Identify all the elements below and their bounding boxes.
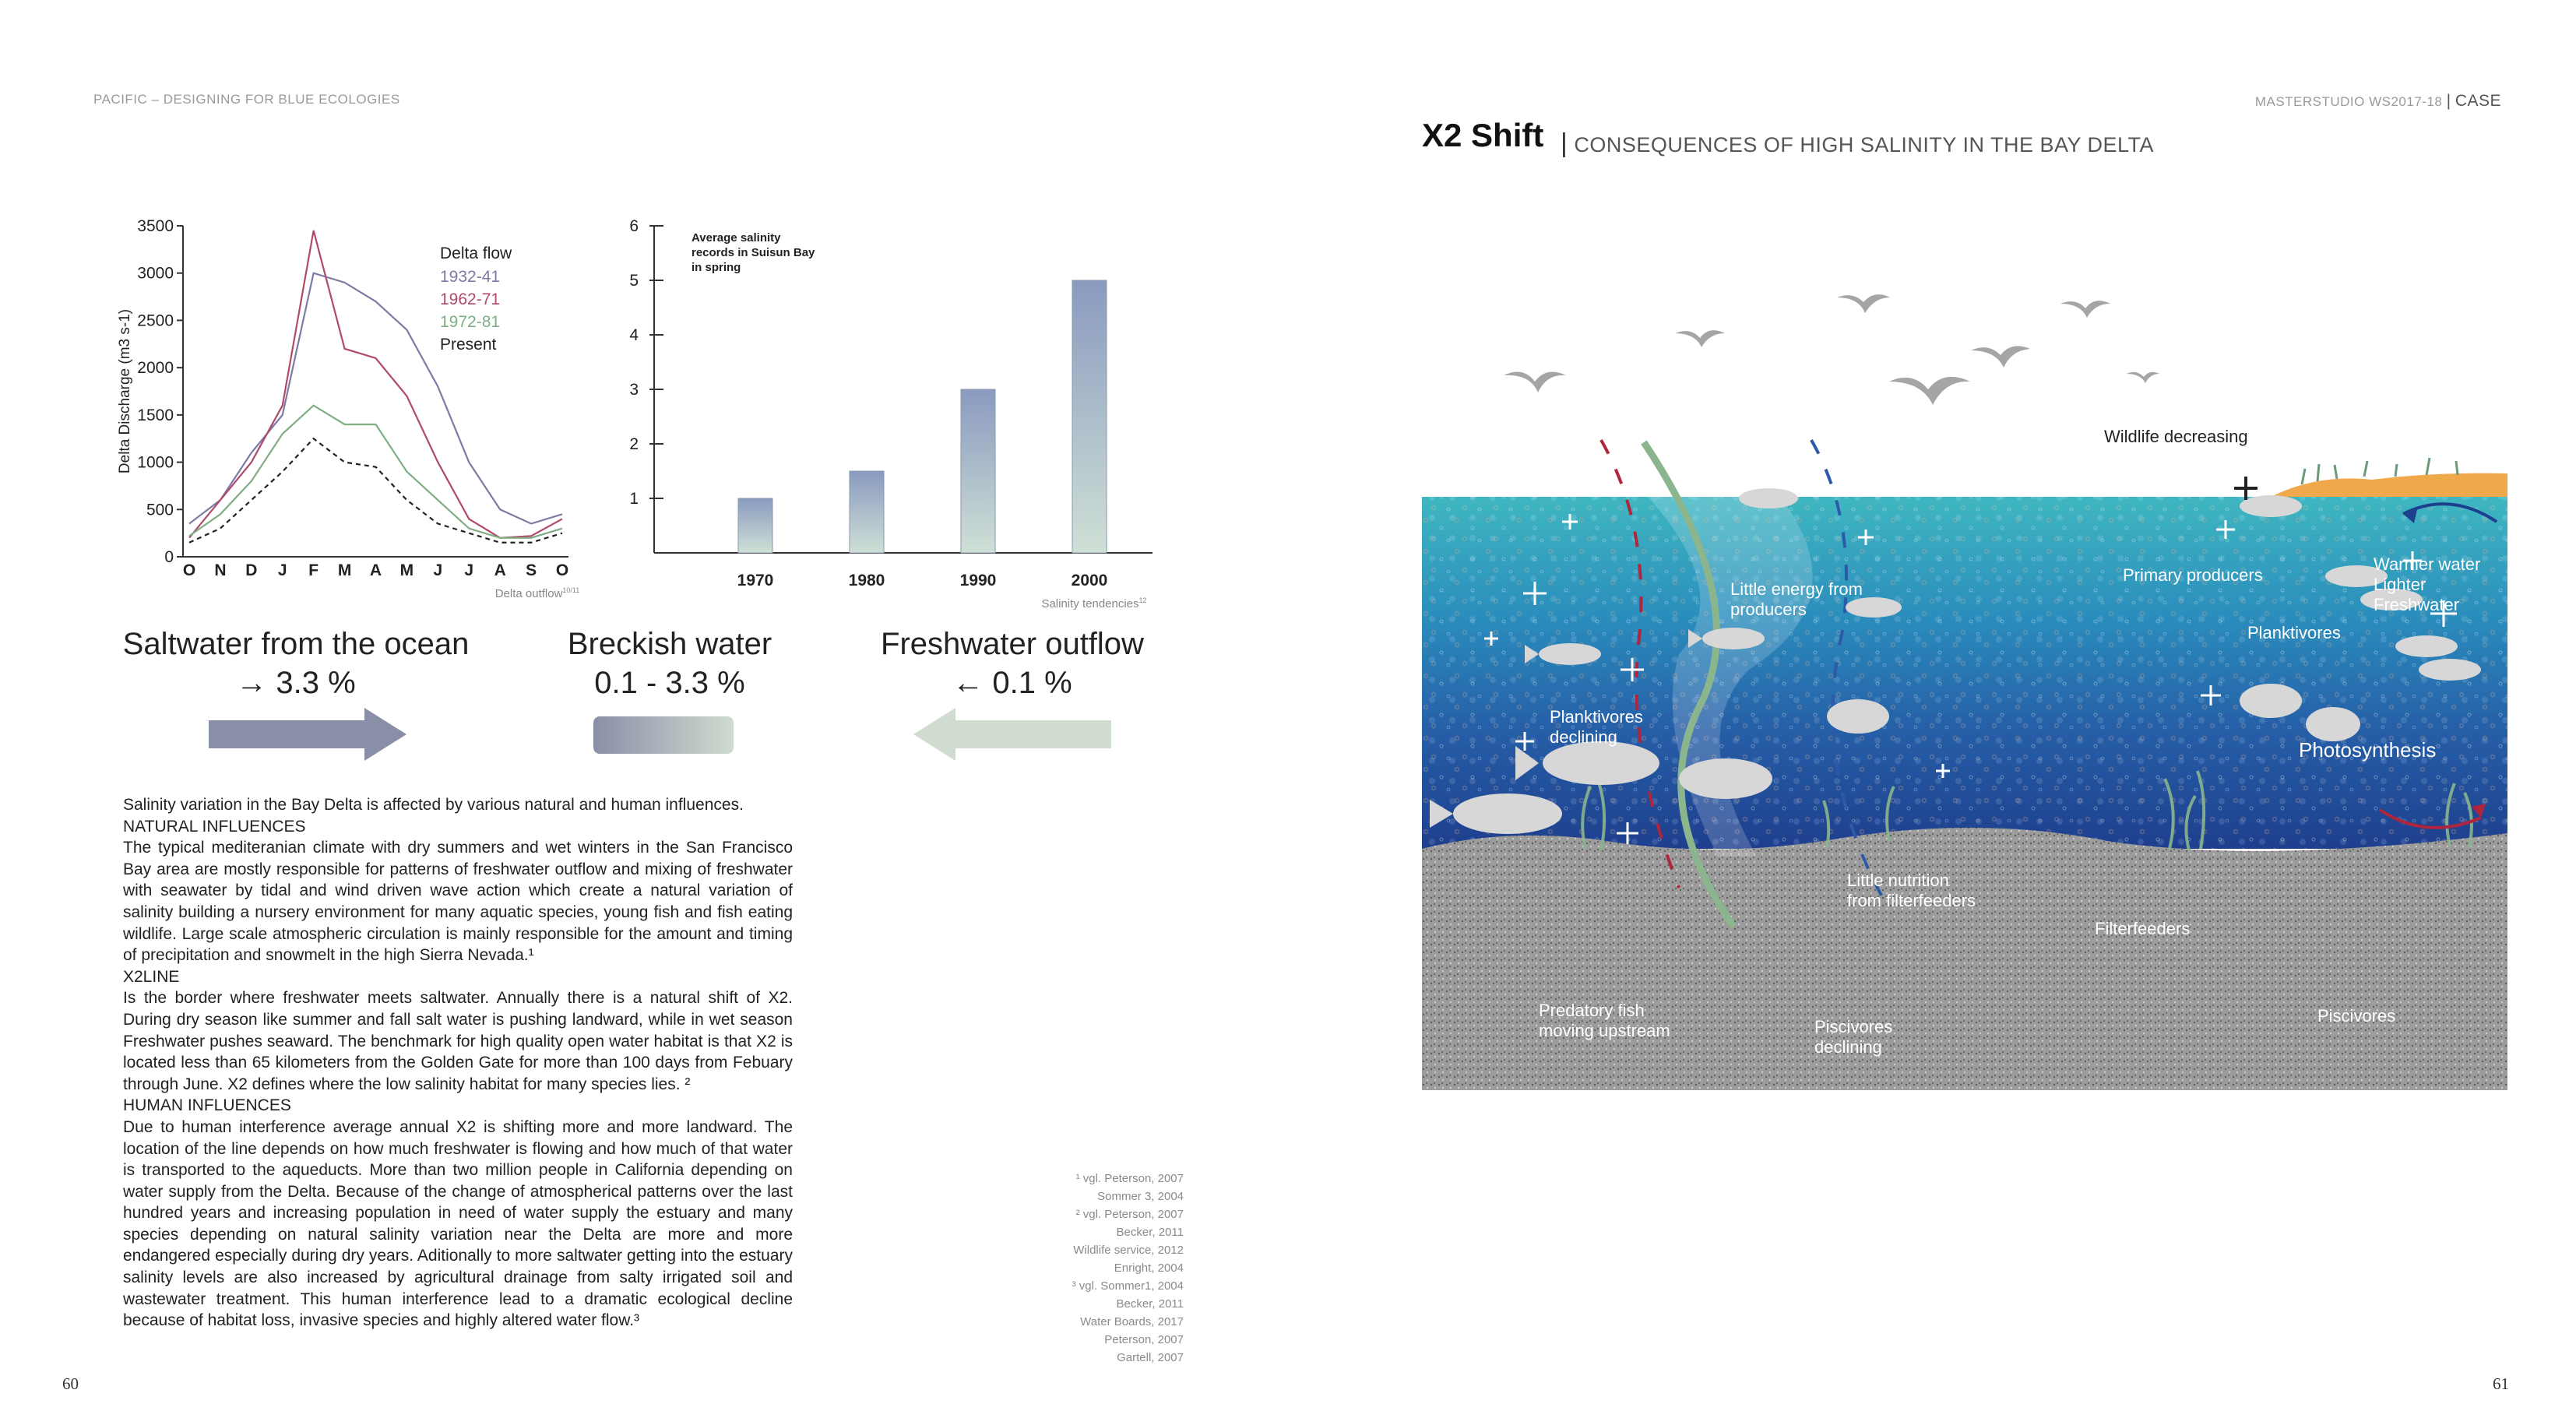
- x-tick-label: S: [526, 561, 537, 579]
- y-tick-label: 1000: [137, 453, 174, 472]
- salinity-bar-chart: [600, 210, 1160, 615]
- label-wildlife-decreasing: Wildlife decreasing: [2104, 427, 2248, 446]
- label-little-nutrition: Little nutrition from filterfeeders: [1847, 871, 1976, 910]
- series-line-1962-71: [189, 230, 562, 538]
- y-tick-label: 2: [629, 435, 639, 453]
- y-tick-label: 3: [629, 381, 639, 399]
- y-tick-label: 1500: [137, 406, 174, 424]
- flow-value-saltwater: → 3.3 %: [236, 666, 356, 700]
- heading-human-influences: HUMAN INFLUENCES: [123, 1096, 291, 1115]
- x-tick-label: O: [182, 561, 196, 579]
- legend-title: Delta flow: [440, 245, 512, 262]
- x-tick-label: M: [399, 561, 414, 579]
- flow-label-brackish: Breckish water: [567, 627, 772, 661]
- reference-item: Water Boards, 2017: [1080, 1315, 1184, 1328]
- label-planktivores-declining: Planktivores declining: [1550, 707, 1643, 747]
- label-primary-producers: Primary producers: [2123, 565, 2263, 585]
- body-human-influences: Due to human interference average annual X2 is shifting more and more landward. The location of the line depends on how much freshwater is flowing and how much of that water is transported to the aqueducts. More than two million people in California depending on water supply from the Delta. Because of the change of atmospherical patterns over the last hundred years and increasing population in need of water supply the estuary and many species depending on natural salinity variation near the Delta are more and more endangered especially during dry years. Aditionally to more saltwater getting into the estuary salinity levels are also increased by agricultural drainage from salty irrigated soil and wastewater treatment. This human interference lead to a dramatic ecological decline because of habitat loss, invasive species and highly altered water flow.³: [123, 1117, 793, 1330]
- legend-item: 1932-41: [440, 268, 501, 286]
- heading-natural-influences: NATURAL INFLUENCES: [123, 817, 306, 836]
- y-tick-label: 5: [629, 272, 639, 290]
- label-cooler-water: Cooler water Heavier salt water: [2356, 1107, 2494, 1147]
- label-freshwater-plants: Freshwater plants dying: [1838, 1168, 1930, 1208]
- label-photosynthesis: Photosynthesis: [2299, 738, 2437, 762]
- label-piscivores-declining: Piscivores declining: [1814, 1017, 1893, 1057]
- y-tick-label: 3500: [137, 217, 174, 235]
- x-axis-label: Delta outflow$^{10/11}$: [494, 586, 580, 600]
- x-tick-label: D: [245, 561, 258, 579]
- label-planktivores: Planktivores: [2247, 623, 2341, 642]
- bar-chart-title: [692, 231, 815, 274]
- y-tick-label: 2500: [137, 311, 174, 330]
- flow-label-freshwater: Freshwater outflow: [881, 627, 1144, 661]
- delta-flow-line-chart: [109, 210, 592, 615]
- reference-item: ³ vgl. Sommer1, 2004: [1072, 1279, 1184, 1293]
- running-header-divider: |: [2446, 92, 2451, 110]
- x-tick-label: J: [433, 561, 443, 579]
- running-header-left: PACIFIC – DESIGNING FOR BLUE ECOLOGIES: [93, 92, 400, 107]
- y-tick-label: 500: [146, 501, 174, 519]
- legend-item: 1972-81: [440, 313, 501, 331]
- y-tick-label: 6: [629, 217, 639, 235]
- reference-item: Sommer 3, 2004: [1097, 1190, 1184, 1203]
- series-line-Present: [189, 438, 562, 543]
- bar-chart-title-line: in spring: [692, 261, 741, 274]
- x-tick-label: O: [555, 561, 569, 579]
- body-x2line: Is the border where freshwater meets saltwater. Annually there is a natural shift of X2. During dry season like summer and fall salt water is pushing landward, while in wet season Freshwater pushes seaward. The benchmark for high quality open water habitat is that X2 is located less than 65 kilometers from the Golden Gate for more than 100 days from Febuary through June. X2 defines where the low salinity habitat for many species lies. ²: [123, 989, 793, 1093]
- flow-value-freshwater: ← 0.1 %: [952, 666, 1072, 700]
- series-line-1932-41: [189, 273, 562, 524]
- reference-item: ¹ vgl. Peterson, 2007: [1075, 1172, 1184, 1185]
- x-tick-label: A: [494, 561, 506, 579]
- x-tick-label: J: [277, 561, 287, 579]
- bar-2000: [1072, 280, 1107, 553]
- reference-item: Gartell, 2007: [1117, 1351, 1184, 1364]
- x-tick-label: 1990: [959, 572, 997, 589]
- label-filterfeeders: Filterfeeders: [2095, 919, 2191, 938]
- flow-value-brackish: 0.1 - 3.3 %: [594, 666, 745, 700]
- sand-bank: [2271, 473, 2507, 497]
- body-natural-influences: The typical mediteranian climate with dry summers and wet winters in the San Francisco Bay area are mostly responsible for patterns of freshwater outflow and mixing of freshwater with seawater by tidal and wind driven wave action which create a natural variation of salinity building a nursery environment for many aquatic species, young fish and fish eating wildlife. Large scale atmospheric circulation is mainly responsible for the amount and timing of precipitation and snowmelt in the high Sierra Nevada.¹: [123, 839, 793, 965]
- bar-1970: [738, 498, 772, 553]
- line-chart-svg: [109, 210, 592, 615]
- x-tick-label: J: [464, 561, 474, 579]
- label-piscivores: Piscivores: [2317, 1006, 2396, 1026]
- x-tick-label: 1980: [848, 572, 885, 589]
- brackish-gradient-bar-icon: [592, 715, 736, 758]
- y-axis-label: Delta Discharge (m3 s-1): [117, 308, 133, 474]
- y-tick-label: 1: [629, 490, 639, 508]
- x-tick-label: 2000: [1071, 572, 1108, 589]
- reference-item: Becker, 2011: [1116, 1226, 1184, 1239]
- x-tick-label: A: [369, 561, 382, 579]
- page-title: X2 Shift: [1422, 117, 1544, 153]
- running-header-section: CASE: [2455, 92, 2501, 110]
- bar-1980: [850, 471, 884, 553]
- x2-shift-diagram: [1422, 265, 2507, 1324]
- bar-chart-title-line: records in Suisun Bay: [692, 246, 815, 259]
- plus-marker-land-icon: [2234, 477, 2258, 500]
- y-tick-label: 0: [164, 548, 174, 566]
- reference-item: ² vgl. Peterson, 2007: [1075, 1208, 1184, 1221]
- x-axis-label-sup: 12: [1138, 596, 1147, 604]
- bar-chart-title-line: Average salinity: [692, 231, 781, 245]
- x-tick-label: F: [308, 561, 319, 579]
- reference-item: Becker, 2011: [1116, 1297, 1184, 1311]
- bar-1990: [961, 389, 995, 553]
- label-little-energy: Little energy from producers: [1730, 579, 1863, 619]
- series-line-1972-81: [189, 406, 562, 538]
- legend-item: 1962-71: [440, 290, 501, 308]
- body-intro: Salinity variation in the Bay Delta is affected by various natural and human influences.: [123, 796, 744, 814]
- x-tick-label: M: [337, 561, 352, 579]
- riverbed: [1422, 828, 2507, 1090]
- flow-label-saltwater: Saltwater from the ocean: [122, 627, 470, 661]
- heading-x2line: X2LINE: [123, 967, 180, 986]
- ecology-diagram-svg: [1422, 265, 2507, 1324]
- saltwater-arrow-icon: [202, 705, 413, 764]
- reference-item: Wildlife service, 2012: [1073, 1244, 1184, 1257]
- page-number-right: 61: [2493, 1374, 2509, 1393]
- reference-item: Enright, 2004: [1114, 1261, 1184, 1275]
- y-tick-label: 3000: [137, 264, 174, 283]
- x-tick-label: N: [214, 561, 227, 579]
- x-axis-label: Salinity tendencies$^{12}$: [1041, 596, 1147, 610]
- page-number-left: 60: [62, 1374, 79, 1393]
- bar-chart-svg: [600, 210, 1160, 615]
- legend-item: Present: [440, 336, 497, 354]
- running-header-right: [2255, 92, 2501, 111]
- y-tick-label: 4: [629, 326, 639, 344]
- y-tick-label: 2000: [137, 359, 174, 378]
- label-warmer-water: Warmer water Lighter Freshwater: [2374, 554, 2481, 614]
- freshwater-arrow-icon: [907, 705, 1117, 764]
- page-subtitle-text: CONSEQUENCES OF HIGH SALINITY IN THE BAY DELTA: [1574, 133, 2155, 157]
- running-header-studio: MASTERSTUDIO WS2017-18: [2254, 94, 2443, 109]
- body-text: [123, 794, 793, 1332]
- x-axis-label-sup: 10/11: [562, 586, 580, 594]
- x-tick-label: 1970: [737, 572, 774, 589]
- birds-icon: [1504, 294, 2159, 405]
- references-list: [1012, 1170, 1184, 1367]
- reference-item: Peterson, 2007: [1104, 1333, 1184, 1346]
- label-predatory-fish: Predatory fish moving upstream: [1539, 1001, 1670, 1040]
- title-divider: |: [1561, 128, 1568, 158]
- page-subtitle: [1561, 128, 2154, 159]
